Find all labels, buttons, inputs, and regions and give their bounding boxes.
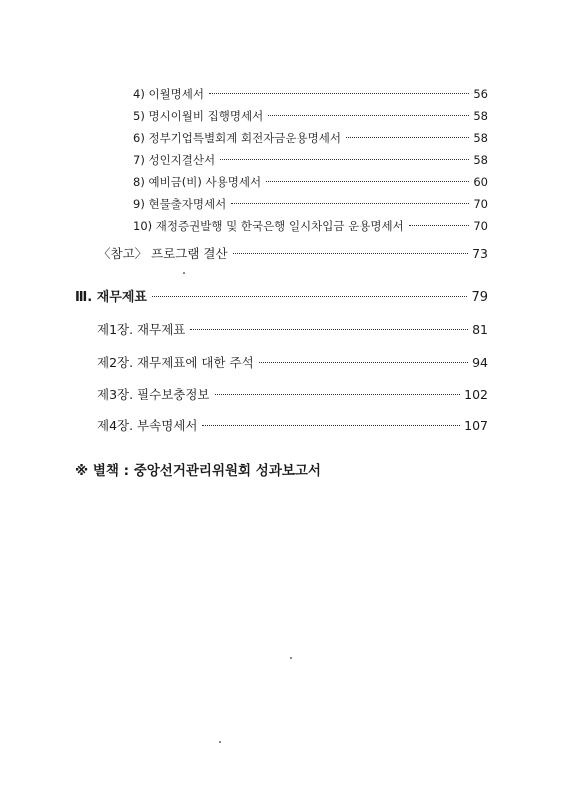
dot-leader xyxy=(209,93,469,94)
separate-volume-note: ※ 별책 : 중앙선거관리위원회 성과보고서 xyxy=(75,463,321,479)
toc-chapter-3[interactable] xyxy=(97,385,488,403)
toc-entry-7[interactable] xyxy=(133,152,488,168)
toc-entry-label: 6) 정부기업특별회계 회전자금운용명세서 xyxy=(133,131,341,145)
toc-entry-label: 10) 재정증권발행 및 한국은행 일시차입금 운용명세서 xyxy=(133,219,404,233)
dot-leader xyxy=(409,225,470,226)
toc-entry-8[interactable] xyxy=(133,174,488,190)
dot-leader xyxy=(259,362,468,363)
scan-speck xyxy=(183,272,185,274)
toc-entry-page: 70 xyxy=(473,219,488,233)
toc-chapter-2[interactable] xyxy=(97,353,488,371)
dot-leader xyxy=(220,159,469,160)
toc-entry-label: 〈참고〉 프로그램 결산 xyxy=(98,246,228,261)
dot-leader xyxy=(190,329,468,330)
toc-chapter-label: 제1장. 재무제표 xyxy=(97,322,186,337)
toc-chapter-page: 94 xyxy=(472,355,488,370)
toc-entry-label: 5) 명시이월비 집행명세서 xyxy=(133,109,264,123)
dot-leader xyxy=(152,296,467,297)
dot-leader xyxy=(268,115,469,116)
toc-entry-page: 56 xyxy=(473,87,488,101)
dot-leader xyxy=(202,425,460,426)
toc-entry-6[interactable] xyxy=(133,130,488,146)
toc-entry-page: 70 xyxy=(473,197,488,211)
toc-entry-page: 58 xyxy=(473,153,488,167)
toc-section-label: Ⅲ. 재무제표 xyxy=(75,290,147,305)
scan-speck xyxy=(290,657,292,659)
dot-leader xyxy=(346,137,469,138)
toc-chapter-1[interactable] xyxy=(97,320,488,338)
toc-entry-9[interactable] xyxy=(133,196,488,212)
toc-entry-page: 60 xyxy=(473,175,488,189)
dot-leader xyxy=(215,394,461,395)
toc-entry-reference[interactable] xyxy=(98,244,488,262)
toc-chapter-page: 81 xyxy=(472,322,488,337)
toc-section-3[interactable] xyxy=(75,286,488,305)
dot-leader xyxy=(231,203,469,204)
toc-entry-page: 73 xyxy=(472,246,488,261)
toc-entry-label: 8) 예비금(비) 사용명세서 xyxy=(133,175,262,189)
toc-entry-4[interactable] xyxy=(133,86,488,102)
toc-entry-page: 58 xyxy=(473,109,488,123)
toc-section-page: 79 xyxy=(471,290,488,305)
toc-chapter-label: 제4장. 부속명세서 xyxy=(97,418,198,433)
toc-entry-label: 4) 이월명세서 xyxy=(133,87,205,101)
toc-entry-label: 7) 성인지결산서 xyxy=(133,153,216,167)
dot-leader xyxy=(233,253,469,254)
toc-entry-label: 9) 현물출자명세서 xyxy=(133,197,227,211)
toc-entry-10[interactable] xyxy=(133,218,488,234)
toc-chapter-4[interactable] xyxy=(97,416,488,434)
dot-leader xyxy=(266,181,469,182)
toc-chapter-page: 102 xyxy=(464,387,488,402)
toc-chapter-label: 제3장. 필수보충정보 xyxy=(97,387,210,402)
toc-entry-page: 58 xyxy=(473,131,488,145)
toc-chapter-page: 107 xyxy=(464,418,488,433)
toc-chapter-label: 제2장. 재무제표에 대한 주석 xyxy=(97,355,254,370)
scan-speck xyxy=(219,741,221,743)
toc-entry-5[interactable] xyxy=(133,108,488,124)
